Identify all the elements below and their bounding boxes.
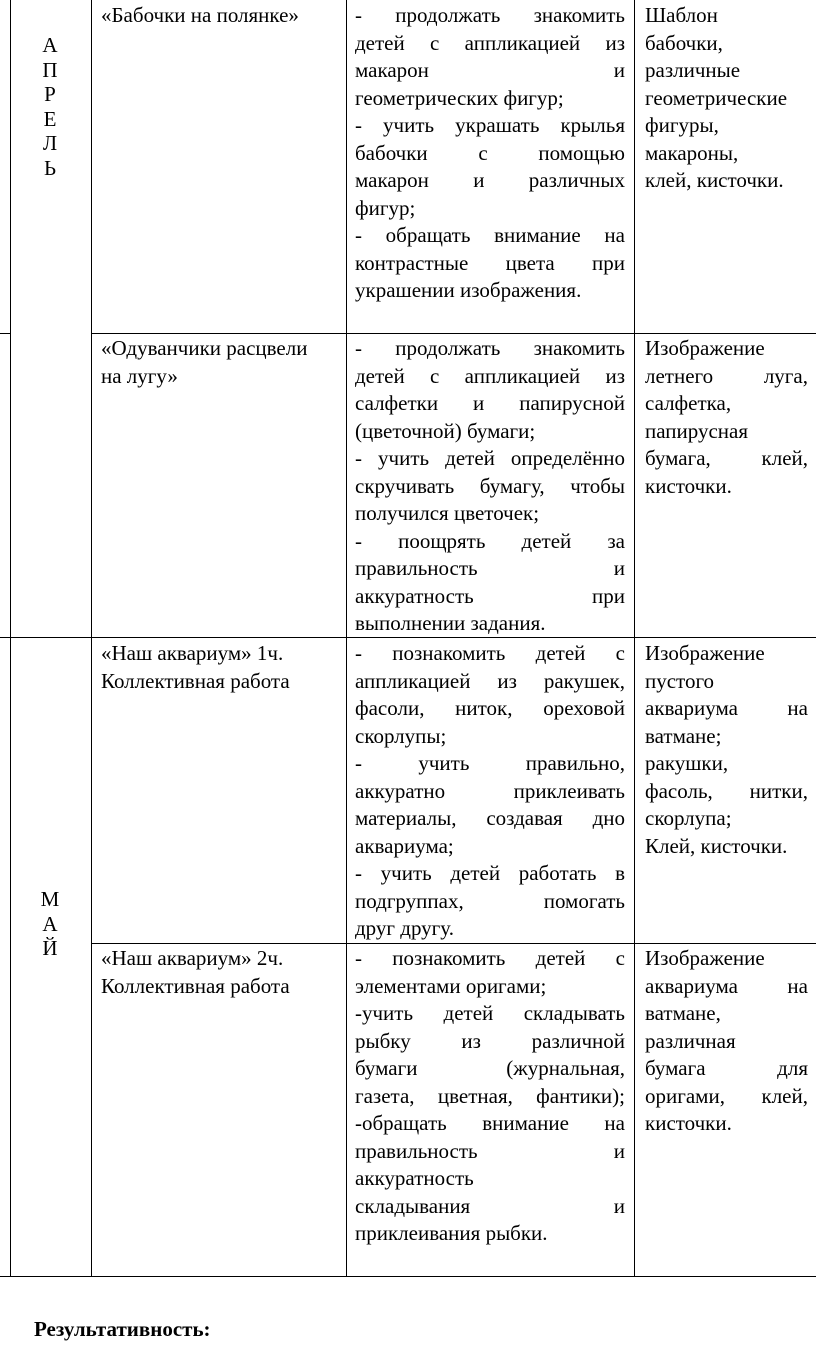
goal-line: контрастные цвета при xyxy=(355,250,625,275)
material-line: скорлупа; xyxy=(645,806,732,830)
goal-line: складывания и xyxy=(355,1193,625,1218)
goal-line: правильность и xyxy=(355,556,625,580)
goal-line: - учить детей работать в xyxy=(355,861,625,885)
lesson-goals-3 xyxy=(355,640,625,943)
table-divider-goals xyxy=(634,0,635,1277)
row-divider-1 xyxy=(91,333,816,334)
goal-line: детей с аппликацией из xyxy=(355,363,625,388)
title-line: «Наш аквариум» 1ч. xyxy=(101,641,284,665)
lesson-title-3 xyxy=(101,640,339,695)
material-line: различные xyxy=(645,58,741,82)
month-letter: М xyxy=(40,887,60,911)
goal-line: правильность и xyxy=(355,1138,625,1163)
material-line: кисточки. xyxy=(645,1111,732,1135)
goal-line: подгруппах, помогать xyxy=(355,888,625,913)
material-line: папирусная xyxy=(645,418,749,443)
month-letter: Л xyxy=(42,131,58,155)
goal-line: друг другу. xyxy=(355,916,454,940)
goal-line: аппликацией из ракушек, xyxy=(355,668,625,693)
material-line: салфетка, xyxy=(645,391,732,415)
goal-line: - поощрять детей за xyxy=(355,528,625,553)
goal-line: рыбку из различной xyxy=(355,1028,625,1053)
table-border-left xyxy=(10,0,11,1277)
goal-line: - учить правильно, xyxy=(355,751,625,775)
goal-line: макарон и xyxy=(355,58,625,82)
goal-line: украшении изображения. xyxy=(355,278,582,302)
goal-line: газета, цветная, фантики); xyxy=(355,1083,625,1108)
goal-line: аквариума; xyxy=(355,833,454,858)
material-line: бумага для xyxy=(645,1056,808,1080)
goal-line: аккуратность xyxy=(355,1166,474,1190)
lesson-goals-2 xyxy=(355,335,625,638)
material-line: оригами, клей, xyxy=(645,1083,808,1108)
lesson-materials-4 xyxy=(645,945,808,1138)
row-divider-3 xyxy=(91,943,816,944)
material-line: Изображение xyxy=(645,946,765,970)
material-line: Изображение xyxy=(645,336,765,360)
goal-line: (цветочной) бумаги; xyxy=(355,418,536,443)
title-line: «Бабочки на полянке» xyxy=(101,3,299,27)
outer-tick-1 xyxy=(0,333,10,334)
lesson-materials-3 xyxy=(645,640,808,860)
table-divider-month xyxy=(91,0,92,1277)
goal-line: салфетки и папирусной xyxy=(355,391,625,415)
month-april xyxy=(32,33,68,180)
goal-line: - продолжать знакомить xyxy=(355,336,625,360)
title-line: «Наш аквариум» 2ч. xyxy=(101,946,284,970)
month-letter: А xyxy=(42,911,58,936)
goal-line: - познакомить детей с xyxy=(355,946,625,970)
lesson-goals-1 xyxy=(355,2,625,305)
goal-line: элементами оригами; xyxy=(355,973,547,998)
goal-line: - обращать внимание на xyxy=(355,223,625,247)
month-may xyxy=(32,887,68,961)
table-divider-title xyxy=(346,0,347,1277)
goal-line: фасоли, ниток, ореховой xyxy=(355,696,625,720)
goal-line: приклеивания рыбки. xyxy=(355,1221,548,1245)
title-line: «Одуванчики расцвели xyxy=(101,336,308,360)
month-letter: П xyxy=(42,57,58,82)
lesson-materials-1 xyxy=(645,2,808,195)
month-letter: Р xyxy=(44,82,56,106)
goal-line: детей с аппликацией из xyxy=(355,30,625,55)
material-line: геометрические xyxy=(645,85,788,110)
material-line: фигуры, xyxy=(645,113,719,137)
goal-line: - учить украшать крылья xyxy=(355,113,625,137)
month-letter: А xyxy=(42,33,58,57)
table-border-bottom xyxy=(10,1276,816,1277)
material-line: Шаблон xyxy=(645,3,718,27)
goal-line: геометрических фигур; xyxy=(355,85,564,110)
lesson-title-1 xyxy=(101,2,339,30)
goal-line: скорлупы; xyxy=(355,723,447,748)
material-line: клей, кисточки. xyxy=(645,168,784,192)
title-line: Коллективная работа xyxy=(101,668,290,693)
lesson-goals-4 xyxy=(355,945,625,1248)
material-line: аквариума на xyxy=(645,696,808,720)
material-line: ватмане, xyxy=(645,1001,721,1025)
material-line: бумага, клей, xyxy=(645,446,808,470)
material-line: пустого xyxy=(645,668,715,693)
goal-line: макарон и различных xyxy=(355,168,625,192)
goal-line: - учить детей определённо xyxy=(355,446,625,470)
material-line: аквариума на xyxy=(645,973,808,998)
goal-line: аккуратность при xyxy=(355,583,625,608)
section-heading-results: Результативность: xyxy=(34,1317,211,1341)
goal-line: - продолжать знакомить xyxy=(355,3,625,27)
goal-line: -учить детей складывать xyxy=(355,1001,625,1025)
goal-line: бумаги (журнальная, xyxy=(355,1056,625,1080)
outer-tick-2 xyxy=(0,637,10,638)
title-line: Коллективная работа xyxy=(101,973,290,998)
goal-line: - познакомить детей с xyxy=(355,641,625,665)
goal-line: бабочки с помощью xyxy=(355,140,625,165)
material-line: различная xyxy=(645,1028,736,1053)
material-line: кисточки. xyxy=(645,473,732,498)
goal-line: получился цветочек; xyxy=(355,501,540,525)
month-letter: Ь xyxy=(43,155,57,180)
lesson-title-4 xyxy=(101,945,339,1000)
material-line: летнего луга, xyxy=(645,363,808,388)
material-line: бабочки, xyxy=(645,30,723,55)
material-line: Клей, кисточки. xyxy=(645,833,788,858)
material-line: фасоль, нитки, xyxy=(645,778,808,803)
goal-line: скручивать бумагу, чтобы xyxy=(355,473,625,498)
month-letter: Й xyxy=(42,936,58,960)
material-line: ватмане; xyxy=(645,723,722,748)
material-line: ракушки, xyxy=(645,751,729,775)
lesson-materials-2 xyxy=(645,335,808,500)
goal-line: -обращать внимание на xyxy=(355,1111,625,1135)
goal-line: фигур; xyxy=(355,195,416,220)
material-line: Изображение xyxy=(645,641,765,665)
goal-line: аккуратно приклеивать xyxy=(355,778,625,803)
goal-line: материалы, создавая дно xyxy=(355,806,625,830)
lesson-title-2 xyxy=(101,335,339,390)
material-line: макароны, xyxy=(645,140,739,165)
goal-line: выполнении задания. xyxy=(355,611,546,635)
title-line: на лугу» xyxy=(101,363,178,388)
outer-tick-3 xyxy=(0,1276,10,1277)
month-letter: Е xyxy=(43,106,57,131)
